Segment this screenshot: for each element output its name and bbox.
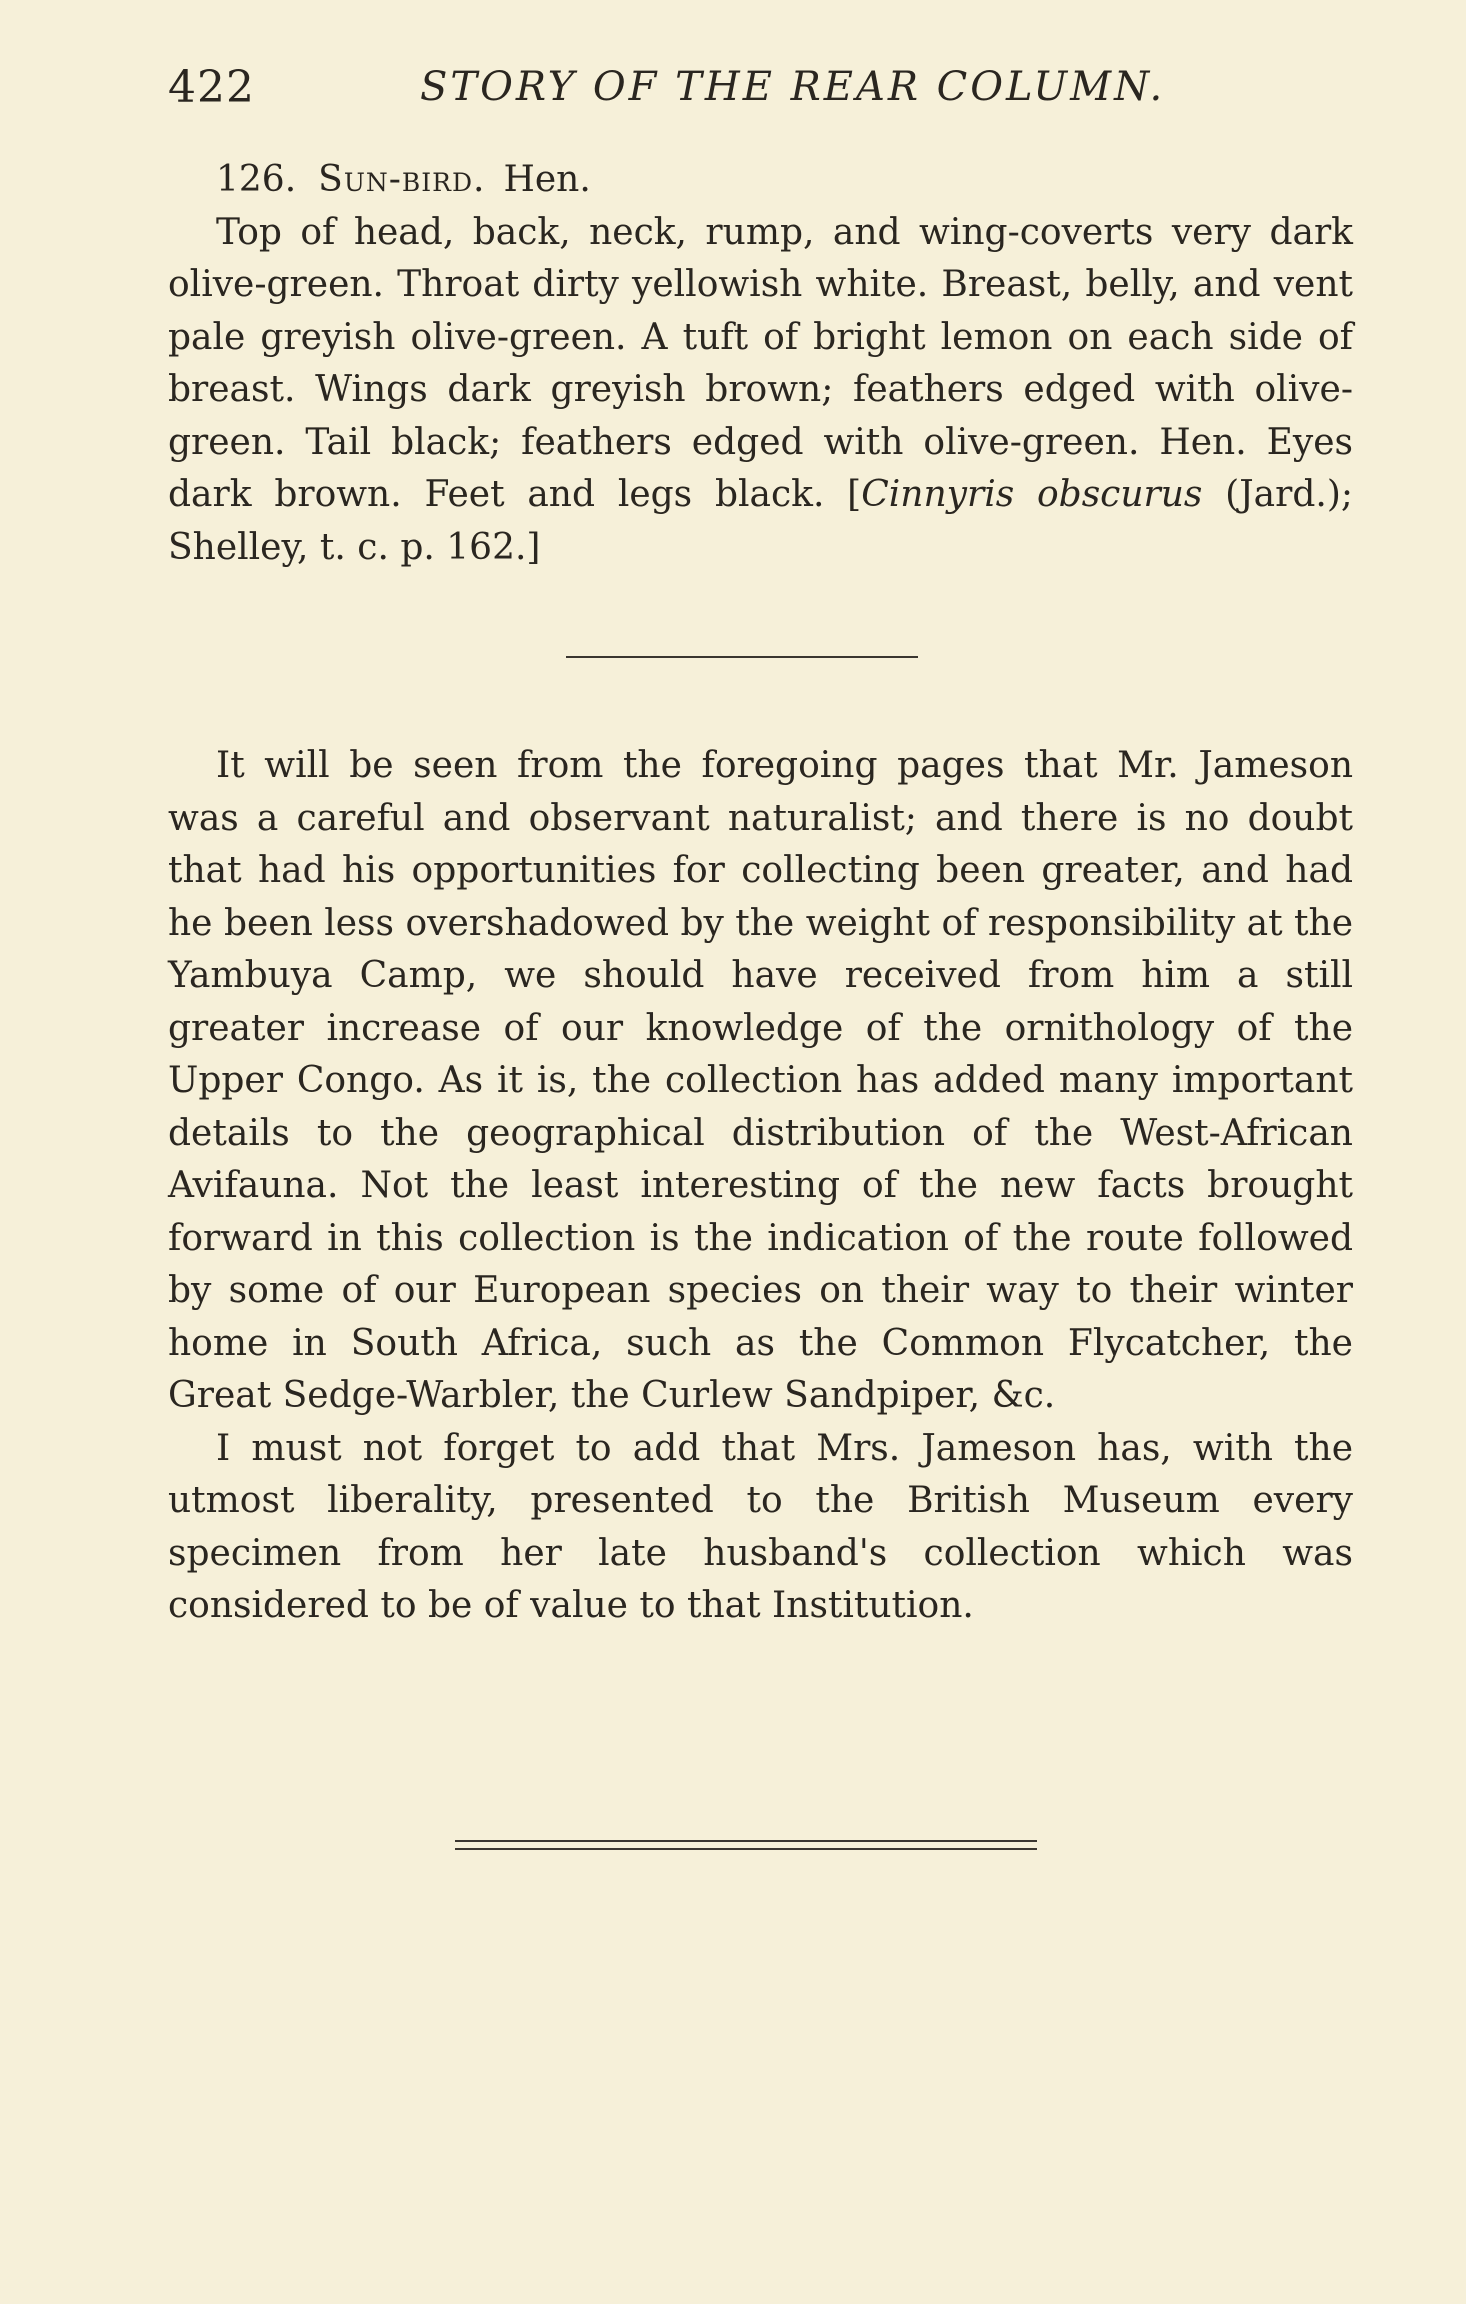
species-name: Cinnyris obscurus bbox=[861, 474, 1203, 515]
entry-body: Top of head, back, neck, rump, and wing-coverts very dark olive-green. Throat dirty yellowish white. Breast, belly, and vent pale greyish olive-green. A tuft of bright lemon on each side of breast. Wings dark greyish brown; feathers edged with olive-green. Tail black; feathers edged with olive-green. Hen. Eyes dark brown. Feet and legs black. [ bbox=[168, 211, 1353, 515]
entry-name: Sun-bird. bbox=[318, 159, 486, 200]
conclusion-paragraph-2: I must not forget to add that Mrs. Jameson has, with the utmost liberality, presented to the British Museum every specimen from her late husband's collection which was considered to be of value to that Institution. bbox=[168, 1427, 1353, 1626]
entry-citation: (Jard.); Shelley, t. c. p. 162.] bbox=[168, 474, 1353, 568]
entry-number: 126. bbox=[216, 159, 297, 200]
end-rule bbox=[455, 1840, 1037, 1850]
conclusion-paragraph-1: It will be seen from the foregoing pages that Mr. Jameson was a careful and observant naturalist; and there is no doubt that had his opportunities for collecting been greater, and had he been less overshadowed by the weight of responsibility at the Yambuya Camp, we should have received from him a still greater increase of our knowledge of the ornithology of the Upper Congo. As it is, the collection has added many important details to the geographical distribution of the West-African Avifauna. Not the least interesting of the new facts brought forward in this collection is the indication of the route followed by some of our European species on their way to their winter home in South Africa, such as the Common Flycatcher, the Great Sedge-Warbler, the Curlew Sandpiper, &c. bbox=[168, 745, 1353, 1416]
entry-sex: Hen. bbox=[503, 159, 591, 200]
section-divider bbox=[566, 656, 918, 658]
entry-description bbox=[168, 207, 1353, 575]
page-number: 422 bbox=[168, 62, 255, 113]
species-entry bbox=[168, 154, 1353, 574]
entry-heading bbox=[168, 154, 1353, 207]
running-title: STORY OF THE REAR COLUMN. bbox=[420, 64, 1166, 110]
conclusion-text bbox=[168, 740, 1353, 1633]
